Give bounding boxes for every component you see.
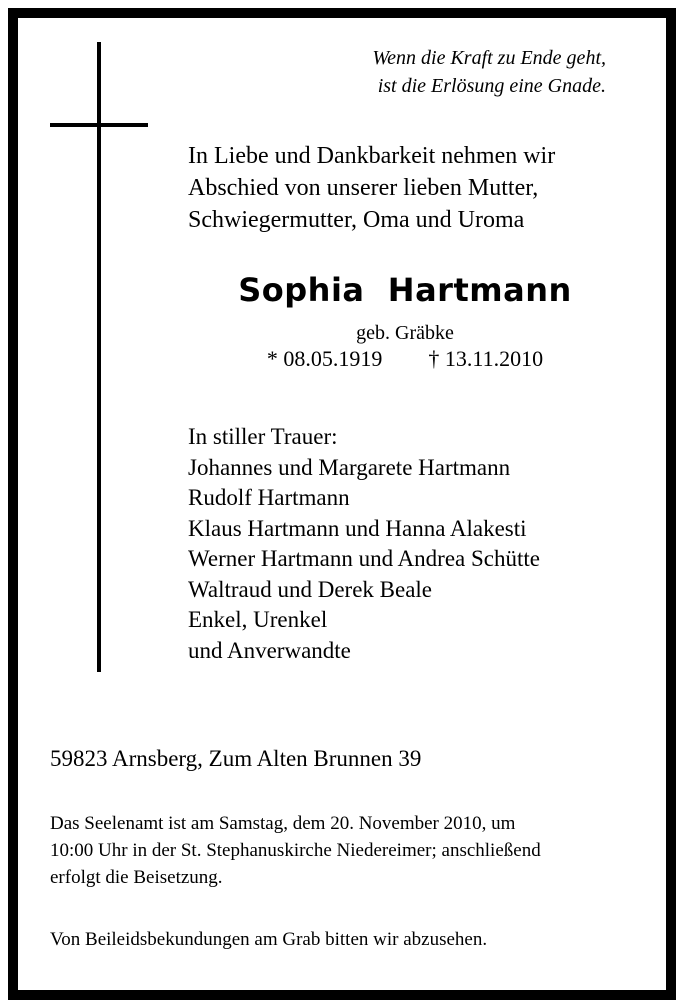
family-address: 59823 Arnsberg, Zum Alten Brunnen 39 bbox=[50, 746, 422, 771]
service-line-3: erfolgt die Beisetzung. bbox=[50, 867, 223, 888]
condolence-note: Von Beileidsbekundungen am Grab bitten wir abzusehen. bbox=[50, 929, 488, 950]
mourners-list bbox=[188, 422, 638, 666]
mourner-entry: Klaus Hartmann und Hanna Alakesti bbox=[188, 515, 527, 541]
service-details bbox=[50, 810, 630, 891]
deceased-birth-name: geb. Gräbke bbox=[356, 322, 454, 344]
motto-line-1: Wenn die Kraft zu Ende geht, bbox=[372, 47, 606, 69]
life-dates bbox=[160, 345, 650, 373]
motto-quote bbox=[372, 44, 606, 100]
service-line-1: Das Seelenamt ist am Samstag, dem 20. November 2010, um bbox=[50, 813, 516, 834]
mourner-entry: Enkel, Urenkel bbox=[188, 607, 328, 632]
cross-icon-horizontal-bar bbox=[50, 123, 148, 127]
motto-line-2: ist die Erlösung eine Gnade. bbox=[377, 75, 606, 97]
birth-date: * 08.05.1919 bbox=[266, 346, 383, 371]
deceased-name: Sophia Hartmann bbox=[238, 271, 572, 309]
mourner-entry: Werner Hartmann und Andrea Schütte bbox=[188, 546, 540, 571]
cross-icon-vertical-bar bbox=[97, 42, 101, 672]
intro-text bbox=[188, 140, 628, 236]
mourner-entry: Waltraud und Derek Beale bbox=[188, 576, 433, 602]
service-line-2: 10:00 Uhr in der St. Stephanuskirche Niedereimer; anschließend bbox=[50, 840, 541, 861]
intro-line-3: Schwiegermutter, Oma und Uroma bbox=[188, 207, 525, 233]
mourners-heading: In stiller Trauer: bbox=[188, 424, 338, 449]
mourner-entry: Johannes und Margarete Hartmann bbox=[188, 454, 511, 480]
death-date: † 13.11.2010 bbox=[428, 346, 544, 371]
intro-line-2: Abschied von unserer lieben Mutter, bbox=[188, 175, 539, 201]
mourner-entry: Rudolf Hartmann bbox=[188, 485, 350, 510]
intro-line-1: In Liebe und Dankbarkeit nehmen wir bbox=[188, 143, 556, 169]
mourner-entry: und Anverwandte bbox=[188, 637, 351, 663]
